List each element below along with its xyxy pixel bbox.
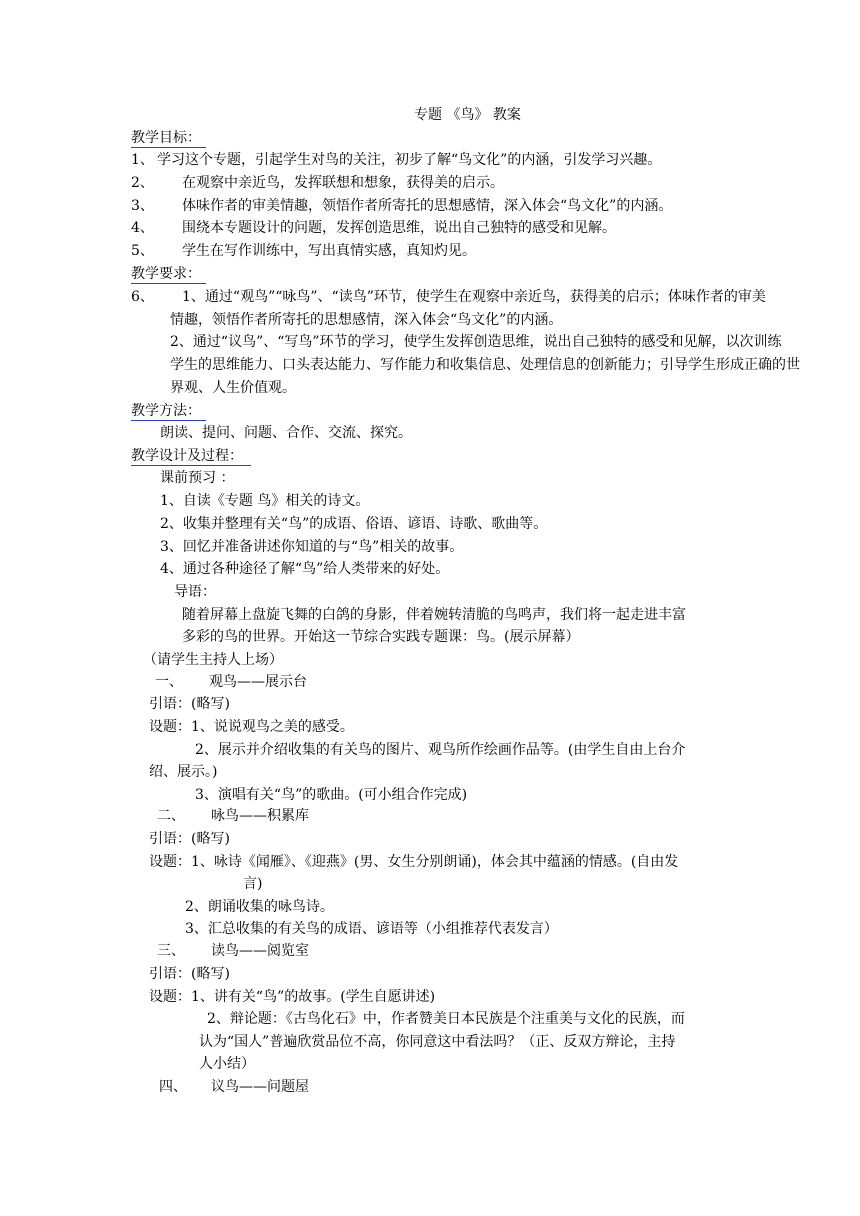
- question-text: 2、朗诵收集的咏鸟诗。: [185, 899, 334, 915]
- requirement-text: 1、通过“观鸟”“咏鸟”、“读鸟”环节，使学生在观察中亲近鸟，获得美的启示；体味作者的审美: [182, 289, 766, 305]
- goals-heading-underline: [131, 147, 206, 148]
- section-number: 四、: [159, 1079, 187, 1095]
- question-text: 人小结）: [199, 1056, 255, 1072]
- section-number: 三、: [157, 943, 185, 959]
- intro-text: 多彩的鸟的世界。开始这一节综合实践专题课：鸟。(展示屏幕）: [182, 629, 580, 645]
- goal-text: 学习这个专题，引起学生对鸟的关注，初步了解“鸟文化”的内涵，引发学习兴趣。: [157, 152, 662, 168]
- section-title: 观鸟——展示台: [209, 674, 307, 690]
- goal-number: 5、: [131, 243, 154, 259]
- goal-text: 学生在写作训练中，写出真情实感，真知灼见。: [182, 243, 476, 259]
- methods-heading: 教学方法：: [131, 403, 201, 419]
- lead-text: 引语：(略写): [149, 831, 230, 847]
- design-heading-underline: [131, 465, 251, 466]
- methods-text: 朗读、提问、问题、合作、交流、探究。: [160, 425, 412, 441]
- preview-item: 1、自读《专题 鸟》相关的诗文。: [160, 493, 370, 509]
- requirement-text: 学生的思维能力、口头表达能力、写作能力和收集信息、处理信息的创新能力；引导学生形成正确的世: [170, 357, 800, 373]
- section-number: 一、: [155, 674, 183, 690]
- preview-item: 2、收集并整理有关“鸟”的成语、俗语、谚语、诗歌、歌曲等。: [160, 516, 548, 532]
- goal-number: 1、: [131, 152, 154, 168]
- goal-text: 在观察中亲近鸟，发挥联想和想象，获得美的启示。: [182, 175, 504, 191]
- goal-number: 2、: [131, 175, 154, 191]
- question-text: 言): [243, 876, 263, 892]
- intro-label: 导语：: [174, 584, 216, 600]
- question-text: 认为“国人”普遍欣赏品位不高，你同意这中看法吗？（正、反双方辩论，主持: [199, 1034, 676, 1050]
- requirement-text: 界观、人生价值观。: [170, 380, 296, 396]
- host-note: （请学生主持人上场）: [143, 652, 283, 668]
- section-number: 二、: [157, 808, 185, 824]
- intro-text: 随着屏幕上盘旋飞舞的白鸽的身影，伴着婉转清脆的鸟鸣声，我们将一起走进丰富: [182, 607, 686, 623]
- requirement-text: 情趣，领悟作者所寄托的思想感情，深入体会“鸟文化”的内涵。: [170, 312, 563, 328]
- requirement-text: 2、通过“议鸟”、“写鸟”环节的学习，使学生发挥创造思维，说出自己独特的感受和见解，以次训练: [170, 334, 782, 350]
- preview-label: 课前预习 ：: [160, 470, 235, 486]
- section-title: 读鸟——阅览室: [211, 943, 309, 959]
- preview-item: 3、回忆并准备讲述你知道的与“鸟”相关的故事。: [160, 539, 464, 555]
- question-text: 设题：1、讲有关“鸟”的故事。(学生自愿讲述): [149, 989, 436, 1005]
- section-title: 议鸟——问题屋: [211, 1079, 309, 1095]
- goal-text: 体味作者的审美情趣，领悟作者所寄托的思想感情，深入体会“鸟文化”的内涵。: [182, 198, 673, 214]
- preview-item: 4、通过各种途径了解“鸟”给人类带来的好处。: [160, 561, 450, 577]
- goal-text: 围绕本专题设计的问题，发挥创造思维，说出自己独特的感受和见解。: [182, 220, 616, 236]
- question-text: 3、汇总收集的有关鸟的成语、谚语等（小组推荐代表发言）: [185, 921, 558, 937]
- design-heading: 教学设计及过程：: [131, 448, 243, 464]
- requirement-number: 6、: [131, 289, 154, 305]
- requirements-heading-underline: [131, 283, 206, 284]
- question-text: 设题：1、咏诗《闻雁》、《迎燕》(男、女生分别朗诵)，体会其中蕴涵的情感。(自由发: [149, 854, 679, 870]
- document-title: 专题 《鸟》 教案: [414, 107, 521, 123]
- question-text: 3、演唱有关“鸟”的歌曲。(可小组合作完成): [195, 787, 468, 803]
- goals-heading: 教学目标：: [131, 130, 201, 146]
- section-title: 咏鸟——积累库: [211, 808, 309, 824]
- lead-text: 引语：(略写): [149, 696, 230, 712]
- lead-text: 引语：(略写): [149, 966, 230, 982]
- goal-number: 3、: [131, 198, 154, 214]
- question-text: 2、展示并介绍收集的有关鸟的图片、观鸟所作绘画作品等。(由学生自由上台介: [195, 742, 686, 758]
- goal-number: 4、: [131, 220, 154, 236]
- question-text: 绍、展示。): [149, 764, 218, 780]
- question-text: 2、辩论题：《古鸟化石》中，作者赞美日本民族是个注重美与文化的民族，而: [207, 1011, 685, 1027]
- methods-heading-underline: [131, 420, 206, 421]
- question-text: 设题：1、说说观鸟之美的感受。: [149, 719, 354, 735]
- requirements-heading: 教学要求：: [131, 266, 201, 282]
